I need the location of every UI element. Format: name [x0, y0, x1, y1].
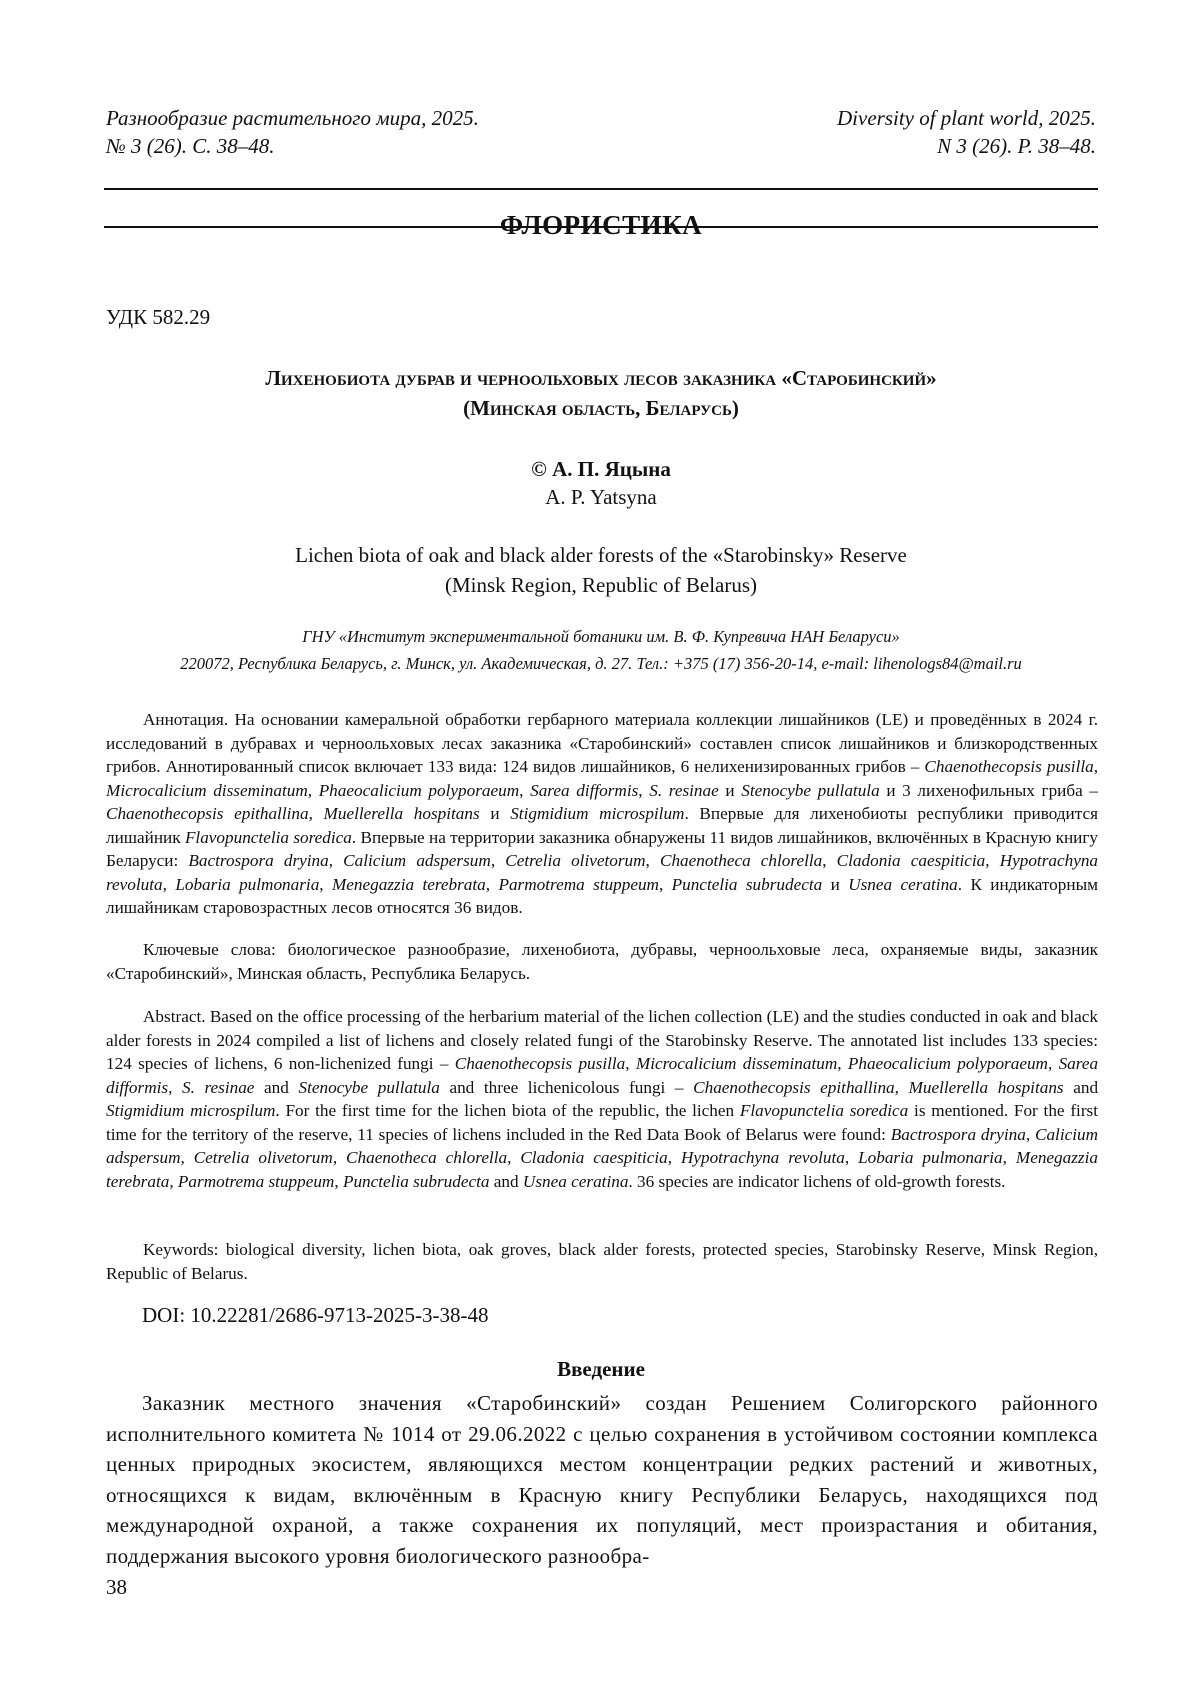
section-rule-top	[104, 188, 1098, 190]
article-title-en	[104, 540, 1098, 600]
author-block	[104, 455, 1098, 511]
intro-paragraph: Заказник местного значения «Старобинский» создан Решением Солигорского районного исполнительного комитета № 1014 от 29.06.2022 с целью сохранения в устойчивом состоянии комплекса ценных природных экосистем, являющихся местом концентрации редких растений и животных, относящихся к видам, включённым в Красную книгу Республики Беларусь, находящихся под международной охраной, а также сохранения их популяций, мест произрастания и обитания, поддержания высокого уровня биологического разнообра-	[106, 1391, 1098, 1568]
author-ru: © А. П. Яцына	[531, 457, 671, 481]
keywords-en-text: Keywords: biological diversity, lichen biota, oak groves, black alder forests, protected species, Starobinsky Reserve, Minsk Region, Republic of Belarus.	[106, 1240, 1098, 1283]
title-line-2: (Минская область, Беларусь)	[463, 396, 739, 420]
intro-heading: Введение	[557, 1357, 645, 1381]
title-en-line-1: Lichen biota of oak and black alder forests of the «Starobinsky» Reserve	[295, 543, 907, 567]
abstract-en-paragraph: Abstract. Based on the office processing of the herbarium material of the lichen collection (LE) and the studies conducted in oak and black alder forests in 2024 compiled a list of lichens and closely related fungi of the Starobinsky Reserve. The annotated list includes 133 species: 124 species of lichens, 6 non-lichenized fungi – Chaenothecopsis pusilla, Microcalicium disseminatum, Phaeocalicium polyporaeum, Sarea difformis, S. resinae and Stenocybe pullatula and three lichenicolous fungi – Chaenothecopsis epithallina, Muellerella hospitans and Stigmidium microspilum. For the first time for the lichen biota of the republic, the lichen Flavopunctelia soredica is mentioned. For the first time for the territory of the reserve, 11 species of lichens included in the Red Data Book of Belarus were found: Bactrospora dryina, Calicium adspersum, Cetrelia olivetorum, Chaenotheca chlorella, Cladonia caespiticia, Hypotrachyna revoluta, Lobaria pulmonaria, Menegazzia terebrata, Parmotrema stuppeum, Punctelia subrudecta and Usnea ceratina. 36 species are indicator lichens of old-growth forests.	[106, 1007, 1099, 1191]
abstract-ru-paragraph: Аннотация. На основании камеральной обработки гербарного материала коллекции лишайников (LE) и проведённых в 2024 г. исследований в дубравах и черноольховых лесах заказника «Старобинский» составлен список лишайников и близкородственных грибов. Аннотированный список включает 133 вида: 124 видов лишайников, 6 нелихенизированных грибов – Chaenothecopsis pusilla, Microcalicium disseminatum, Phaeocalicium polyporaeum, Sarea difformis, S. resinae и Stenocybe pullatula и 3 лихенофильных гриба – Chaenothecopsis epithallina, Muellerella hospitans и Stigmidium microspilum. Впервые для лихенобиоты республики приводится лишайник Flavopunctelia soredica. Впервые на территории заказника обнаружены 11 видов лишайников, включённых в Красную книгу Беларуси: Bactrospora dryina, Calicium adspersum, Cetrelia olivetorum, Chaenotheca chlorella, Cladonia caespiticia, Hypotrachyna revoluta, Lobaria pulmonaria, Menegazzia terebrata, Parmotrema stuppeum, Punctelia subrudecta и Usnea ceratina. К индикаторным лишайникам старовозрастных лесов относятся 36 видов.	[106, 710, 1099, 917]
title-en-line-2: (Minsk Region, Republic of Belarus)	[444, 573, 758, 597]
article-title-ru	[104, 363, 1098, 423]
section-heading: ФЛОРИСТИКА	[499, 210, 703, 240]
intro-body	[106, 1388, 1098, 1571]
header-journal-ru: Разнообразие растительного мира, 2025.	[106, 106, 479, 130]
header-issue-ru: № 3 (26). С. 38–48.	[106, 134, 275, 158]
affiliation-address: 220072, Республика Беларусь, г. Минск, ул. Академическая, д. 27. Тел.: +375 (17) 356-20-14, e-mail: lihenologs84@mail.ru	[180, 654, 1022, 673]
running-header-en	[837, 104, 1096, 160]
affiliation-institute: ГНУ «Институт экспериментальной ботаники им. В. Ф. Купревича НАН Беларуси»	[302, 627, 900, 646]
keywords-en	[106, 1238, 1098, 1285]
author-en: A. P. Yatsyna	[545, 485, 657, 509]
running-header-ru	[106, 104, 479, 160]
udk-code: УДК 582.29	[106, 305, 211, 329]
keywords-ru-text: Ключевые слова: биологическое разнообразие, лихенобиота, дубравы, черноольховые леса, охраняемые виды, заказник «Старобинский», Минская область, Республика Беларусь.	[106, 940, 1098, 983]
section-rule-bottom	[104, 226, 1098, 228]
affiliation	[104, 623, 1098, 677]
abstract-en	[106, 1005, 1098, 1193]
page-number: 38	[106, 1575, 127, 1599]
abstract-ru	[106, 708, 1098, 920]
header-issue-en: N 3 (26). P. 38–48.	[937, 134, 1096, 158]
header-journal-en: Diversity of plant world, 2025.	[837, 106, 1096, 130]
keywords-ru	[106, 938, 1098, 985]
doi-link[interactable]: DOI: 10.22281/2686-9713-2025-3-38-48	[142, 1303, 489, 1327]
title-line-1: Лихенобиота дубрав и черноольховых лесов заказника «Старобинский»	[265, 366, 937, 390]
